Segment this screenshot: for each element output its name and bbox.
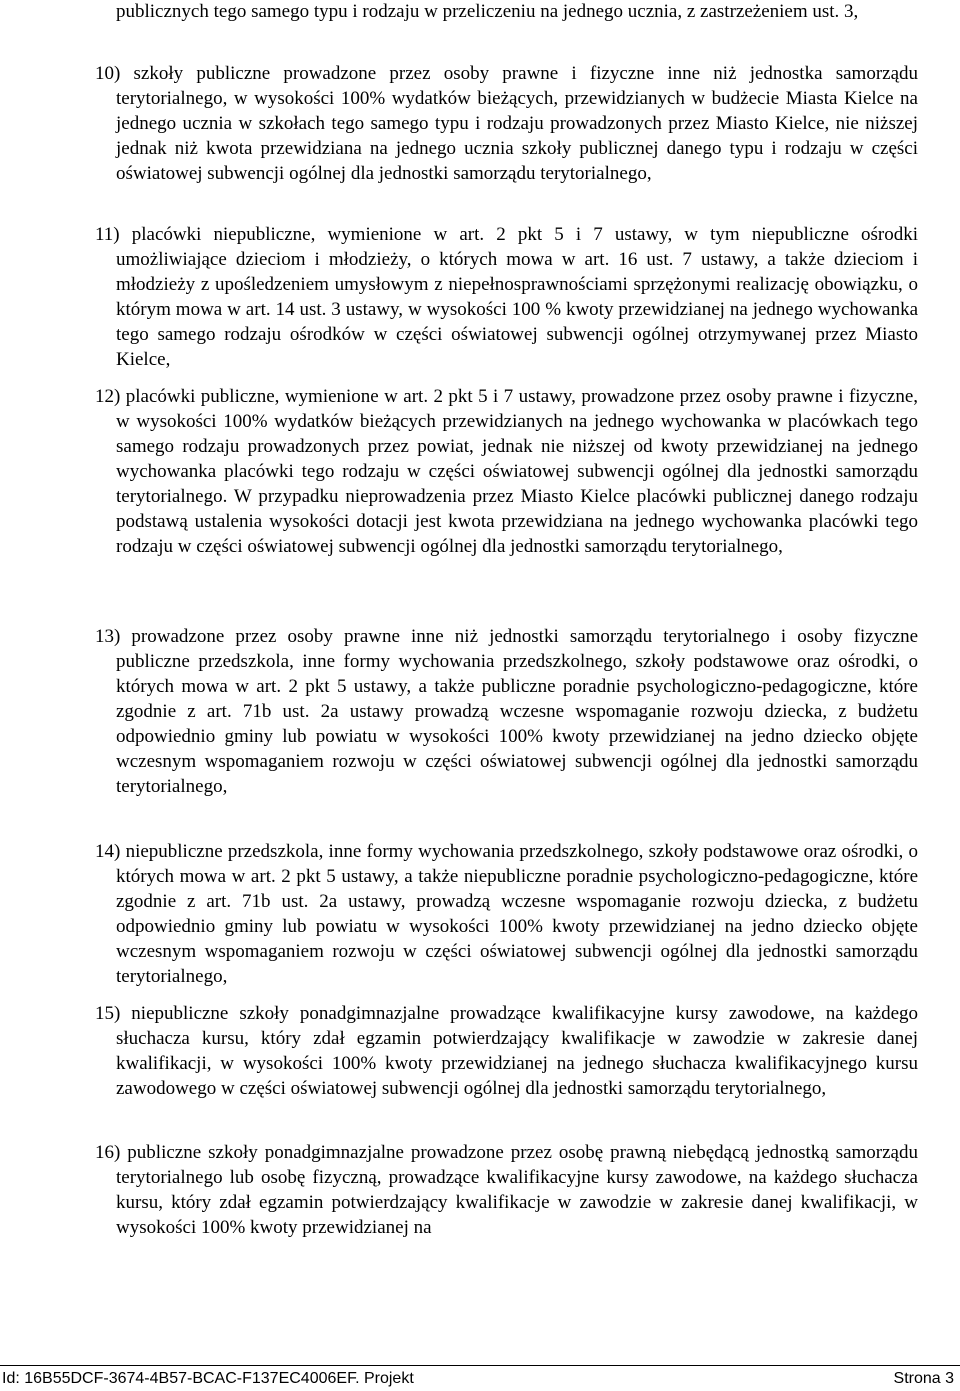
item-text: placówki publiczne, wymienione w art. 2 pkt 5 i 7 ustawy, prowadzone przez osoby prawne i fizyczne, w wysokości 100% wydatków bieżących przewidzianych na jednego wychowanka w placówkach tego samego rodzaju prowadzonych przez powiat, jednak nie niższej od kwoty przewidzianej na jednego wychowanka placówki tego rodzaju w części oświatowej subwencji ogólnej dla jednostki samorządu terytorialnego. W przypadku nieprowadzenia przez Miasto Kielce placówki publicznej danego rodzaju podstawą ustalenia wysokości dotacji jest kwota przewidziana na jednego wychowanka placówki tego rodzaju w części oświatowej subwencji ogólnej dla jednostki samorządu terytorialnego, (116, 386, 919, 557)
item-text: placówki niepubliczne, wymienione w art. 2 pkt 5 i 7 ustawy, w tym niepubliczne ośrodki umożliwiające dzieciom i młodzieży, o których mowa w art. 16 ust. 7 ustawy, a także dzieciom i młodzieży z upośledzeniem umysłowym z niepełnosprawnościami sprzężonymi realizację obowiązku, o którym mowa w art. 14 ust. 3 ustawy, w wysokości 100 % kwoty przewidzianej na jednego wychowanka tego samego rodzaju ośrodków w części oświatowej subwencji ogólnej otrzymywanej przez Miasto Kielce, (116, 224, 919, 370)
item-number: 10) (95, 63, 121, 84)
list-item-12 (95, 384, 918, 559)
footer-page-number: Strona 3 (893, 1370, 954, 1387)
item-text: prowadzone przez osoby prawne inne niż jednostki samorządu terytorialnego i osoby fizyczne publiczne przedszkola, inne formy wychowania przedszkolnego, szkoły podstawowe oraz ośrodki, o których mowa w art. 2 pkt 5 ustawy, a także publiczne poradnie psychologiczno-pedagogiczne, które zgodnie z art. 71b ust. 2a ustawy prowadzą wczesne wspomaganie rozwoju dziecka, z budżetu odpowiednio gminy lub powiatu w wysokości 100% kwoty przewidzianej na jedno dziecko objęte wczesnym wspomaganiem rozwoju w części oświatowej subwencji ogólnej dla jednostki samorządu terytorialnego, (116, 626, 919, 797)
list-item-16 (95, 1140, 918, 1240)
item-number: 12) (95, 386, 121, 407)
item-number: 14) (95, 841, 121, 862)
list-item-13 (95, 624, 918, 799)
item-number: 16) (95, 1142, 121, 1163)
item-text: niepubliczne szkoły ponadgimnazjalne prowadzące kwalifikacyjne kursy zawodowe, na każdego słuchacza kursu, który zdał egzamin potwierdzający kwalifikacje w zawodzie w zakresie danej kwalifikacji, w wysokości 100% kwoty przewidzianej na jednego słuchacza kwalifikacyjnego kursu zawodowego w części oświatowej subwencji ogólnej dla jednostki samorządu terytorialnego, (116, 1003, 919, 1099)
list-item-10 (95, 61, 918, 186)
item-text: publiczne szkoły ponadgimnazjalne prowadzone przez osobę prawną niebędącą jednostką samorządu terytorialnego lub osobę fizyczną, prowadzące kwalifikacyjne kursy zawodowe, na każdego słuchacza kursu, który zdał egzamin potwierdzający kwalifikacje w zawodzie w zakresie danej kwalifikacji, w wysokości 100% kwoty przewidzianej na (116, 1142, 918, 1238)
list-item-14 (95, 839, 918, 989)
intro-paragraph: publicznych tego samego typu i rodzaju w przeliczeniu na jednego ucznia, z zastrzeżeniem ust. 3, (116, 1, 859, 22)
item-number: 13) (95, 626, 121, 647)
item-text: szkoły publiczne prowadzone przez osoby prawne i fizyczne inne niż jednostka samorządu terytorialnego, w wysokości 100% wydatków bieżących, przewidzianych w budżecie Miasta Kielce na jednego ucznia w szkołach tego samego typu i rodzaju prowadzonych przez Miasto Kielce, nie niższej jednak niż kwota przewidziana na jednego ucznia szkoły publicznej danego typu i rodzaju w części oświatowej subwencji ogólnej dla jednostki samorządu terytorialnego, (116, 63, 919, 184)
footer-document-id: Id: 16B55DCF-3674-4B57-BCAC-F137EC4006EF. Projekt (2, 1370, 414, 1387)
list-item-11 (95, 222, 918, 372)
list-item-15 (95, 1001, 918, 1101)
item-number: 15) (95, 1003, 121, 1024)
item-number: 11) (95, 224, 120, 245)
item-text: niepubliczne przedszkola, inne formy wychowania przedszkolnego, szkoły podstawowe oraz ośrodki, o których mowa w art. 2 pkt 5 ustawy, a także niepubliczne poradnie psychologiczno-pedagogiczne, które zgodnie z art. 71b ust. 2a ustawy, prowadzą wczesne wspomaganie rozwoju dziecka, z budżetu odpowiednio gminy lub powiatu w wysokości 100% kwoty przewidzianej na jedno dziecko objęte wczesnym wspomaganiem rozwoju w części oświatowej subwencji ogólnej dla jednostki samorządu terytorialnego, (116, 841, 919, 987)
footer-divider (0, 1365, 960, 1366)
